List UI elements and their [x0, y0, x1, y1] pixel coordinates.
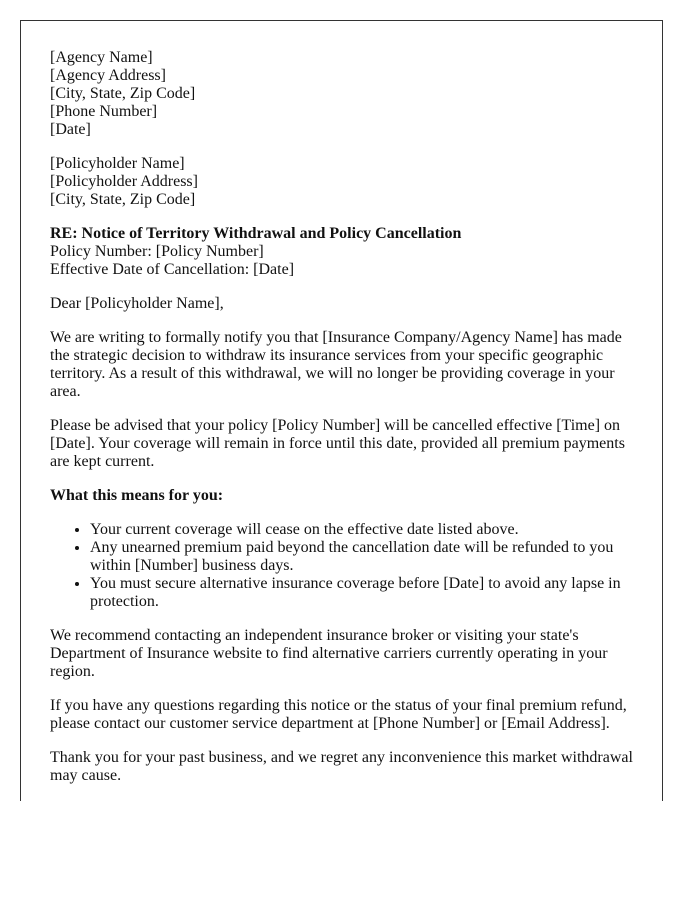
body-paragraph: If you have any questions regarding this notice or the status of your final premium refund, please contact our customer service department at [Phone Number] or [Email Address]. [50, 697, 627, 732]
body-paragraph: Please be advised that your policy [Policy Number] will be cancelled effective [Time] on [Date]. Your coverage will remain in force until this date, provided all premium payments are kept current. [50, 417, 625, 470]
list-item: • Your current coverage will cease on the effective date listed above. [90, 521, 633, 539]
subject-line: RE: Notice of Territory Withdrawal and Policy Cancellation [50, 225, 462, 242]
sender-phone: [Phone Number] [50, 103, 158, 120]
letter-date: [Date] [50, 121, 91, 138]
list-item: • You must secure alternative insurance coverage before [Date] to avoid any lapse in protection. [90, 575, 633, 611]
recipient-block [50, 155, 633, 209]
body-paragraph: We are writing to formally notify you that [Insurance Company/Agency Name] has made the strategic decision to withdraw its insurance services from your specific geographic territory. As a result of this withdrawal, we will no longer be providing coverage in your area. [50, 329, 622, 400]
subject-block [50, 225, 633, 279]
means-list [50, 521, 633, 611]
effective-date: Effective Date of Cancellation: [Date] [50, 261, 295, 278]
recipient-name: [Policyholder Name] [50, 155, 185, 172]
letter [20, 20, 663, 801]
policy-number: Policy Number: [Policy Number] [50, 243, 264, 260]
list-item: • Any unearned premium paid beyond the cancellation date will be refunded to you within [Number] business days. [90, 539, 633, 575]
body-paragraph: We recommend contacting an independent insurance broker or visiting your state's Department of Insurance website to find alternative carriers currently operating in your region. [50, 627, 608, 680]
sender-block [50, 49, 633, 139]
means-heading: What this means for you: [50, 487, 224, 504]
sender-name: [Agency Name] [50, 49, 153, 66]
recipient-address: [Policyholder Address] [50, 173, 198, 190]
salutation: Dear [Policyholder Name], [50, 295, 224, 312]
recipient-city: [City, State, Zip Code] [50, 191, 196, 208]
sender-address: [Agency Address] [50, 67, 166, 84]
sender-city: [City, State, Zip Code] [50, 85, 196, 102]
closing-paragraph: Thank you for your past business, and we regret any inconvenience this market withdrawal may cause. [50, 749, 633, 784]
